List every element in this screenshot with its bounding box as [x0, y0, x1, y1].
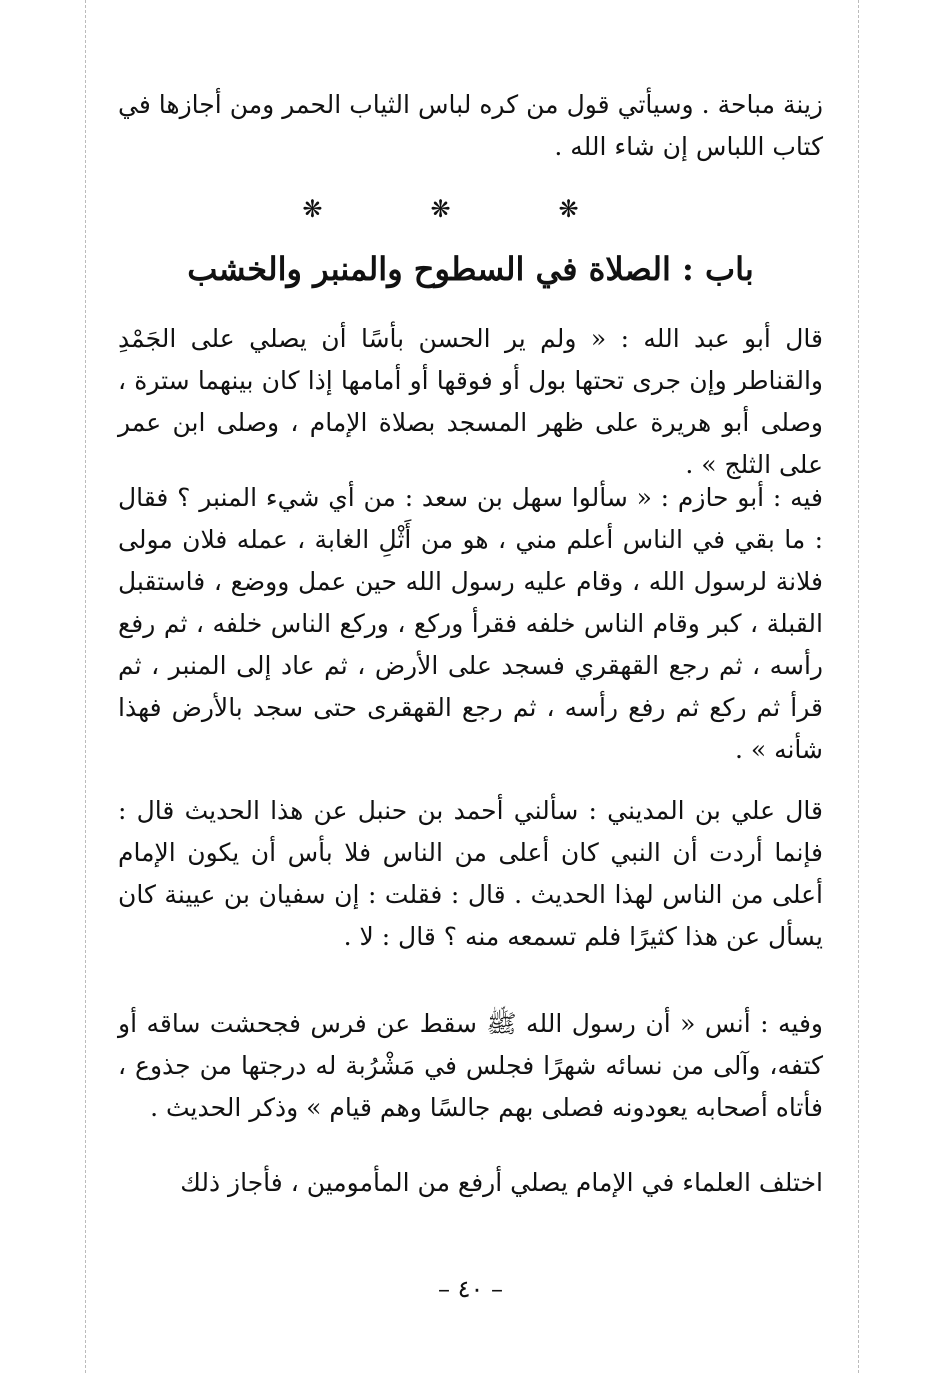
paragraph-text: قال علي بن المديني : سألني أحمد بن حنبل عن هذا الحديث قال : فإنما أردت أن النبي كان أعلى من الناس فلا بأس أن يكون الإمام أعلى من الناس لهذا الحديث . قال : فقلت : إن سفيان بن عيينة كان يسأل عن هذا كثيرًا فلم تسمعه منه ؟ قال : لا .: [118, 796, 823, 951]
paragraph-text: قال أبو عبد الله : « ولم ير الحسن بأسًا أن يصلي على الجَمْدِ والقناطر وإن جرى تحتها بول أو فوقها أو أمامها إذا كان بينهما سترة ، وصلى أبو هريرة على ظهر المسجد بصلاة الإمام ، وصلى ابن عمر على الثلج » .: [118, 324, 823, 479]
paragraph-4: [118, 1003, 823, 1129]
chapter-heading: باب : الصلاة في السطوح والمنبر والخشب: [187, 250, 754, 288]
separator-star-icon: ❋: [558, 195, 639, 223]
paragraph-1: [118, 318, 823, 486]
paragraph-5: [118, 1162, 823, 1204]
intro-text: زينة مباحة . وسيأتي قول من كره لباس الثياب الحمر ومن أجازها في كتاب اللباس إن شاء الله .: [118, 90, 823, 161]
right-margin-line: [858, 0, 859, 1373]
paragraph-text: وفيه : أنس « أن رسول الله ﷺ سقط عن فرس فجحشت ساقه أو كتفه، وآلى من نسائه شهرًا فجلس في مَشْرُبة له درجتها من جذوع ، فأتاه أصحابه يعودونه فصلى بهم جالسًا وهم قيام » وذكر الحديث .: [118, 1009, 823, 1122]
left-margin-line: [85, 0, 86, 1373]
section-separator: [118, 195, 823, 223]
separator-star-icon: ❋: [302, 195, 383, 223]
paragraph-text: فيه : أبو حازم : « سألوا سهل بن سعد : من أي شيء المنبر ؟ فقال : ما بقي في الناس أعلم مني ، هو من أَثْلِ الغابة ، عمله فلان مولى فلانة لرسول الله ، وقام عليه رسول الله حين عمل ووضع ، فاستقبل القبلة ، كبر وقام الناس خلفه فقرأ وركع ، وركع الناس خلفه ، ثم رفع رأسه ، ثم رجع القهقري فسجد على الأرض ، ثم عاد إلى المنبر ، ثم قرأ ثم ركع ثم رفع رأسه ، ثم رجع القهقرى حتى سجد بالأرض فهذا شأنه » .: [118, 483, 823, 764]
paragraph-3: [118, 790, 823, 958]
paragraph-2: [118, 477, 823, 771]
page-number: – ٤٠ –: [437, 1275, 504, 1303]
paragraph-text: اختلف العلماء في الإمام يصلي أرفع من المأمومين ، فأجاز ذلك: [180, 1168, 823, 1197]
separator-star-icon: ❋: [430, 195, 511, 223]
intro-paragraph: [118, 84, 823, 168]
